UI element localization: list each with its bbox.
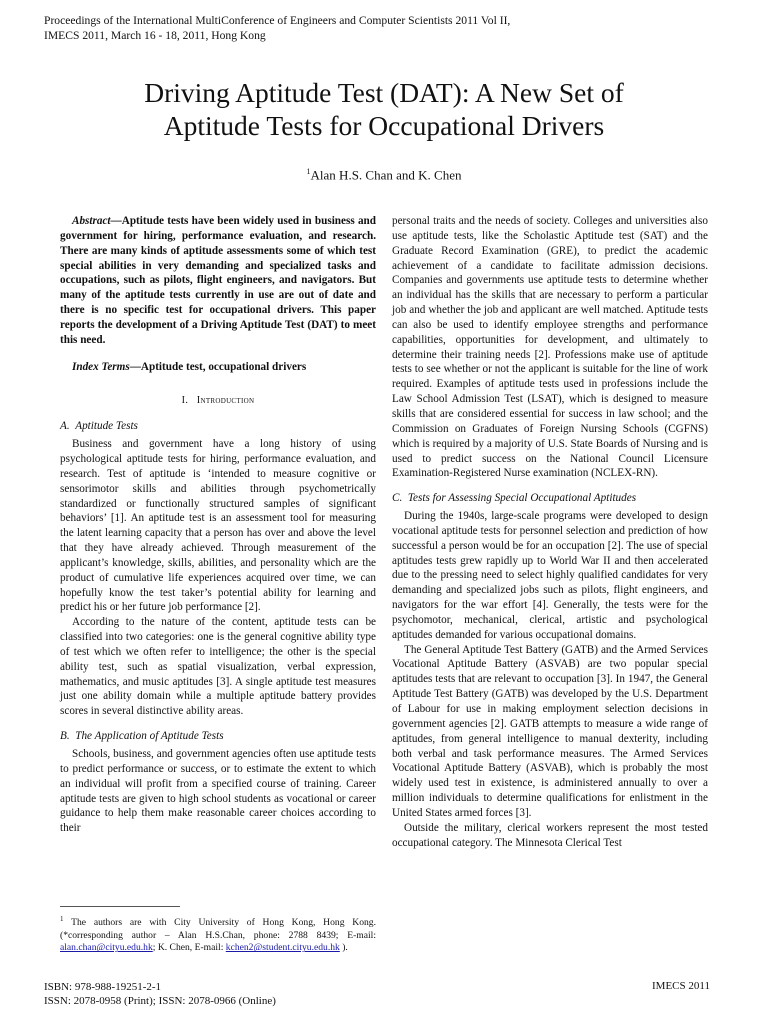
author-names: Alan H.S. Chan and K. Chen [310,167,462,183]
subsection-heading-c [392,491,708,506]
paper-title [40,76,728,142]
subsection-title: Tests for Assessing Special Occupational Aptitudes [407,492,637,505]
footnote-text: The authors are with City University of Hong Kong, Hong Kong. (*corresponding author – Alan H.S.Chan, phone: 2788 8439; E-mail: [60,917,376,941]
footnote-divider [60,906,180,907]
subsection-title: Aptitude Tests [75,420,138,433]
subsection-letter: C. [392,492,403,505]
right-column [392,214,708,850]
paragraph: According to the nature of the content, aptitude tests can be classified into two categories: one is the general cognitive ability type of test which we often refer to intelligence; the other is the special ability test, such as spatial visualization, verbal expression, mathematics, and music aptitudes [3]. A single aptitude test measures just one ability domain while a multiple aptitude battery provides scores in several distinctive ability areas. [60,616,376,718]
section-heading-introduction [60,394,376,409]
paragraph: The General Aptitude Test Battery (GATB) and the Armed Services Vocational Aptitude Battery (ASVAB) are two popular special aptitudes tests that are relevant to occupation [3]. In 1947, the General Aptitude Test Battery (GATB) was developed by the U.S. Department of Labour for use in making employment selection decisions in government agencies [2]. GATB attempts to measure a wide range of aptitudes, from general intelligence to manual dexterity, including both verbal and task performance measures. The Armed Services Vocational Aptitude Battery (ASVAB), which is probably the most widely used test in existence, is administered annually to over a million individuals to determine qualifications for enlistment in the United States armed forces [3]. [392,643,708,819]
paragraph: During the 1940s, large-scale programs were developed to design vocational aptitude tests for personnel selection and prediction of how successful a person would be for an occupation [2]. The use of special aptitudes tests grew rapidly up to World War II and then accelerated due to the pressing need to select highly qualified candidates for very demanding and specialized jobs such as pilots, flight engineers, and navigators for the war effort [4]. Generally, the tests were for the psychomotor, mechanical, clerical, artistic and psychological aptitudes demanded for various occupational domains. [392,510,708,641]
page-footer-identifiers [44,980,276,1008]
paragraph: Outside the military, clerical workers represent the most tested occupational category. The Minnesota Clerical Test [392,821,708,849]
abstract-label: Abstract [72,215,111,227]
index-terms-text: —Aptitude test, occupational drivers [129,360,307,373]
isbn: ISBN: 978-988-19251-2-1 [44,981,162,993]
footnote-marker: 1 [60,915,64,923]
proceedings-header [44,13,734,43]
left-column [60,214,376,836]
index-terms [60,360,376,375]
issn: ISSN: 2078-0958 (Print); ISSN: 2078-0966 (Online) [44,995,276,1007]
email-link-chan[interactable]: alan.chan@cityu.edu.hk [60,942,153,954]
title-line-1: Driving Aptitude Test (DAT): A New Set of [144,77,624,108]
author-footnote-marker: 1 [306,167,311,176]
subsection-heading-b [60,729,376,744]
header-line-2: IMECS 2011, March 16 - 18, 2011, Hong Kong [44,29,266,42]
paragraph: Schools, business, and government agencies often use aptitude tests to predict performance or success, or to estimate the extent to which an individual will profit from a specified course of training. Career aptitude tests are given to high school students as vocational or career guidance to help them make reasonable career choices according to their [60,748,376,835]
subsection-letter: A. [60,420,70,433]
footnote-text: ). [339,942,348,954]
subsection-title: The Application of Aptitude Tests [75,730,224,743]
subsection-heading-a [60,419,376,434]
index-terms-label: Index Terms [72,360,130,373]
header-line-1: Proceedings of the International MultiConference of Engineers and Computer Scientists 2011 Vol II, [44,14,511,27]
email-link-chen[interactable]: kchen2@student.cityu.edu.hk [225,942,340,954]
footnote-text: ; K. Chen, E-mail: [152,942,226,954]
authors [40,167,728,183]
section-title: Introduction [196,395,255,407]
paragraph: personal traits and the needs of society. Colleges and universities also use aptitude tests, like the Scholastic Aptitude test (SAT) and the Graduate Record Examination (GRE), to predict the academic achievement of a candidate to facilitate admission decisions. Companies and governments use aptitude tests to determine whether an individual has the skills that are necessary to perform a particular job and whether the job and applicant are well matched. Aptitude tests can also be used to identify employee strengths and performance capabilities, opportunities for development, and ultimately to determine their training needs [2]. Professions make use of aptitude tests to see whether or not the applicant is suitable for the line of work required. Examples of aptitude tests used in professions include the Law School Admission Test (LSAT), which is designed to measure skills that are considered essential for success in law school; and the Commission on Graduates of Foreign Nursing Schools (CGFNS) which is required by a majority of U.S. State Boards of Nursing and is used to predict success on the National Council Licensure Examination-Registered Nurse examination (NCLEX-RN). [392,215,708,480]
conference-label: IMECS 2011 [652,980,710,992]
title-line-2: Aptitude Tests for Occupational Drivers [163,110,605,141]
abstract-text: —Aptitude tests have been widely used in business and government for hiring, performance evaluation, and research. There are many kinds of aptitude assessments some of which test special abilities in very demanding and specialized tasks and occupations, such as pilots, flight engineers, and navigators. But many of the aptitude tests currently in use are out of date and there is no specific test for occupational drivers. This paper reports the development of a Driving Aptitude Test (DAT) to meet this need. [60,215,376,346]
abstract [60,214,376,348]
section-number: I. [181,395,189,407]
paragraph: Business and government have a long history of using psychological aptitude tests for hiring, performance evaluation, and research. Test of aptitude is ‘intended to measure cognitive or sensorimotor skills and abilities through psychometrically standardized or functionally structured samples of significant behaviors’ [1]. An aptitude test is an assessment tool for measuring the latent learning capacity that a person has over and above the level that they have already achieved. Through measurement of the applicant’s knowledge, skills, abilities, and personality which are the product of cumulative life experiences acquired over time, we can hopefully know the test taker’s potential ability for learning and predict his or her future job performance [2]. [60,438,376,614]
author-footnote [60,913,376,955]
subsection-letter: B. [60,730,70,743]
